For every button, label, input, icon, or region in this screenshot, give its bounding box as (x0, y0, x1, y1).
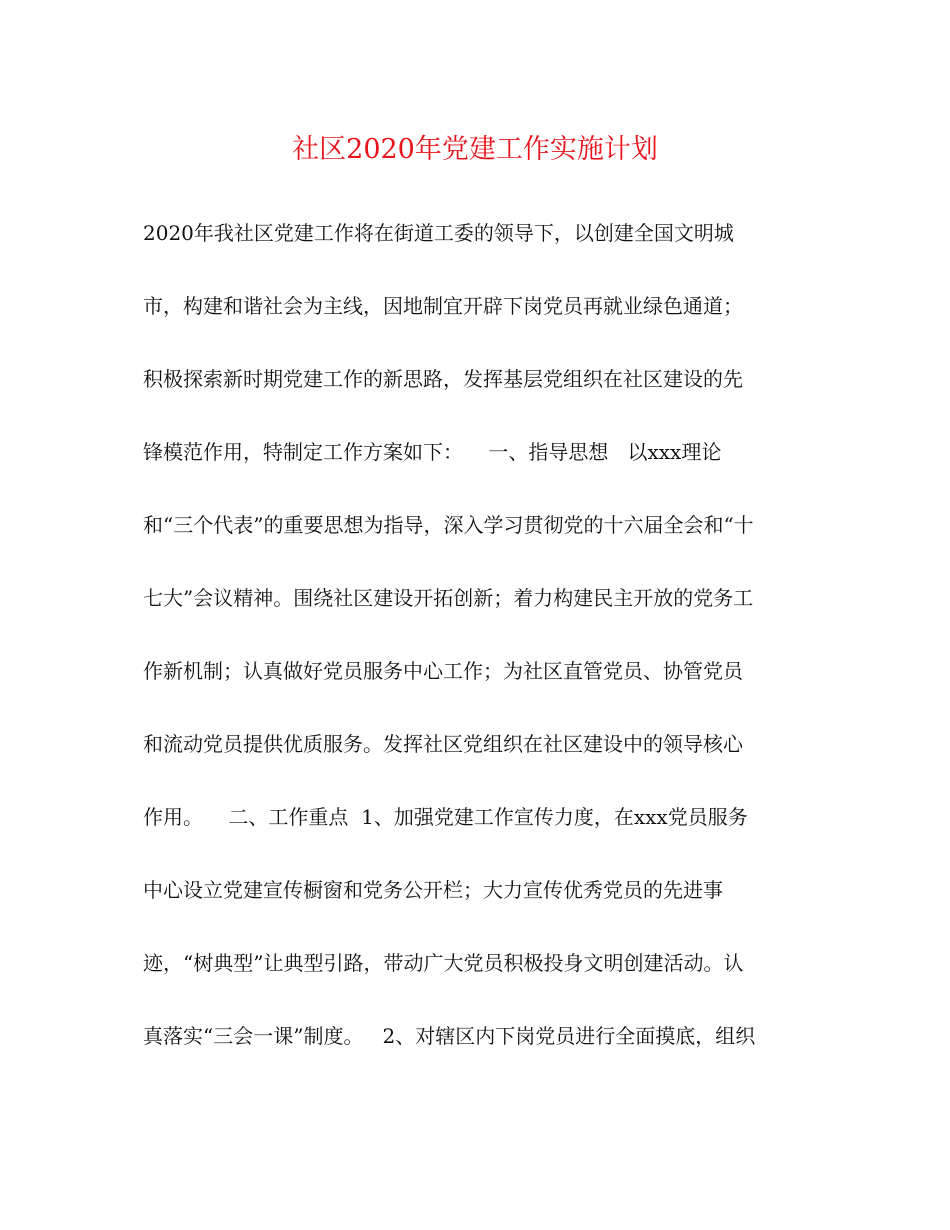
body-line: 市，构建和谐社会为主线，因地制宜开辟下岗党员再就业绿色通道； (143, 294, 743, 318)
body-line: 2020年我社区党建工作将在街道工委的领导下，以创建全国文明城 (143, 221, 734, 245)
body-line: 真落实“三会一课”制度。 2、对辖区内下岗党员进行全面摸底，组织 (143, 1024, 756, 1048)
body-line: 七大”会议精神。围绕社区建设开拓创新；着力构建民主开放的党务工 (143, 586, 754, 610)
body-line: 和“三个代表”的重要思想为指导，深入学习贯彻党的十六届全会和“十 (143, 513, 754, 537)
body-line: 作新机制；认真做好党员服务中心工作；为社区直管党员、协管党员 (143, 659, 743, 683)
body-line: 作用。 二、工作重点 1、加强党建工作宣传力度，在xxx党员服务 (143, 805, 748, 829)
body-line: 锋模范作用，特制定工作方案如下： 一、指导思想 以xxx理论 (143, 440, 722, 464)
body-line: 积极探索新时期党建工作的新思路，发挥基层党组织在社区建设的先 (143, 367, 743, 391)
body-line: 迹，“树典型”让典型引路，带动广大党员积极投身文明创建活动。认 (143, 951, 744, 975)
body-line: 和流动党员提供优质服务。发挥社区党组织在社区建设中的领导核心 (143, 732, 743, 756)
document-title: 社区2020年党建工作实施计划 (292, 134, 658, 165)
body-line: 中心设立党建宣传橱窗和党务公开栏；大力宣传优秀党员的先进事 (143, 878, 723, 902)
